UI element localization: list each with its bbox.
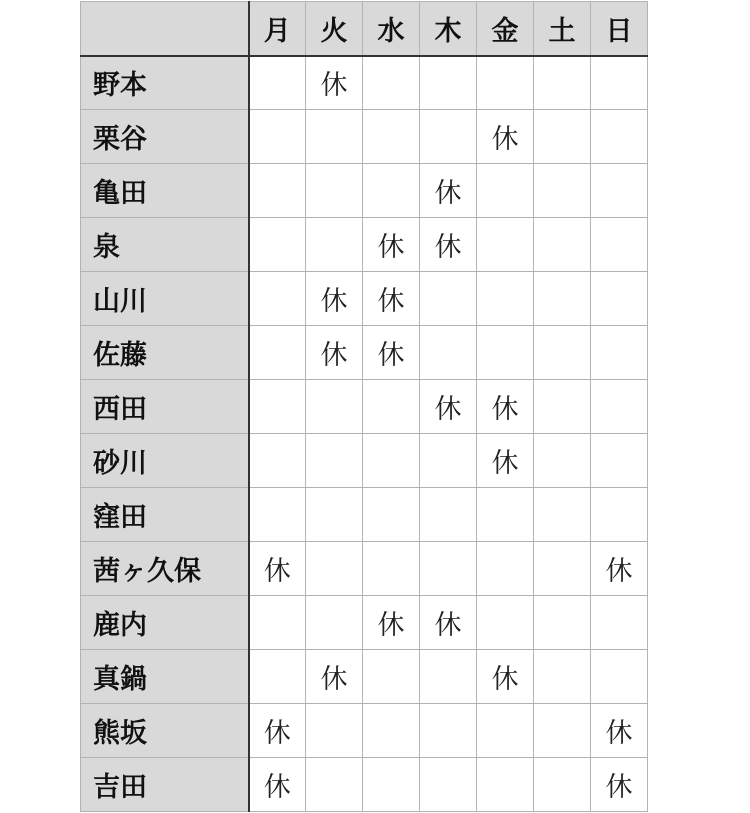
- schedule-cell[interactable]: [534, 218, 591, 272]
- schedule-cell[interactable]: 休: [363, 272, 420, 326]
- schedule-cell[interactable]: [306, 164, 363, 218]
- shift-table-container: [80, 1, 648, 812]
- schedule-cell[interactable]: [363, 164, 420, 218]
- schedule-cell[interactable]: [249, 596, 306, 650]
- schedule-cell[interactable]: [591, 380, 648, 434]
- schedule-cell[interactable]: 休: [477, 650, 534, 704]
- schedule-cell[interactable]: [420, 56, 477, 110]
- schedule-cell[interactable]: 休: [591, 704, 648, 758]
- schedule-cell[interactable]: [249, 434, 306, 488]
- schedule-cell[interactable]: [534, 650, 591, 704]
- schedule-cell[interactable]: [306, 488, 363, 542]
- schedule-cell[interactable]: 休: [477, 110, 534, 164]
- day-header-tue: 火: [306, 2, 363, 56]
- schedule-cell[interactable]: [420, 326, 477, 380]
- schedule-cell[interactable]: [534, 56, 591, 110]
- schedule-cell[interactable]: 休: [306, 326, 363, 380]
- schedule-cell[interactable]: [591, 218, 648, 272]
- schedule-cell[interactable]: 休: [249, 704, 306, 758]
- day-header-sat: 土: [534, 2, 591, 56]
- schedule-cell[interactable]: 休: [420, 164, 477, 218]
- schedule-cell[interactable]: 休: [477, 434, 534, 488]
- schedule-cell[interactable]: [477, 758, 534, 812]
- employee-name-cell[interactable]: 砂川: [81, 434, 249, 488]
- employee-name-cell[interactable]: 真鍋: [81, 650, 249, 704]
- header-row: [81, 2, 648, 56]
- schedule-cell[interactable]: [363, 650, 420, 704]
- schedule-cell[interactable]: 休: [249, 542, 306, 596]
- schedule-cell[interactable]: [306, 704, 363, 758]
- table-row: [81, 272, 648, 326]
- schedule-cell[interactable]: [591, 434, 648, 488]
- schedule-cell[interactable]: [534, 434, 591, 488]
- table-row: [81, 434, 648, 488]
- schedule-cell[interactable]: [363, 434, 420, 488]
- schedule-cell[interactable]: [249, 110, 306, 164]
- employee-name-cell[interactable]: 熊坂: [81, 704, 249, 758]
- employee-name-cell[interactable]: 泉: [81, 218, 249, 272]
- schedule-cell[interactable]: [363, 110, 420, 164]
- table-row: [81, 110, 648, 164]
- schedule-cell[interactable]: 休: [591, 542, 648, 596]
- schedule-cell[interactable]: [534, 596, 591, 650]
- employee-name-cell[interactable]: 窪田: [81, 488, 249, 542]
- schedule-cell[interactable]: [534, 110, 591, 164]
- schedule-cell[interactable]: [591, 110, 648, 164]
- schedule-cell[interactable]: [477, 704, 534, 758]
- day-header-thu: 木: [420, 2, 477, 56]
- schedule-cell[interactable]: [420, 488, 477, 542]
- schedule-cell[interactable]: 休: [420, 596, 477, 650]
- schedule-cell[interactable]: [363, 488, 420, 542]
- schedule-cell[interactable]: [477, 326, 534, 380]
- table-row: [81, 218, 648, 272]
- schedule-cell[interactable]: [420, 110, 477, 164]
- employee-name-cell[interactable]: 野本: [81, 56, 249, 110]
- schedule-cell[interactable]: [477, 272, 534, 326]
- schedule-cell[interactable]: [591, 272, 648, 326]
- schedule-cell[interactable]: [477, 542, 534, 596]
- schedule-cell[interactable]: [534, 488, 591, 542]
- schedule-cell[interactable]: [591, 164, 648, 218]
- day-header-sun: 日: [591, 2, 648, 56]
- schedule-cell[interactable]: [534, 542, 591, 596]
- schedule-cell[interactable]: [306, 380, 363, 434]
- schedule-cell[interactable]: 休: [249, 758, 306, 812]
- employee-name-cell[interactable]: 佐藤: [81, 326, 249, 380]
- employee-name-cell[interactable]: 亀田: [81, 164, 249, 218]
- schedule-cell[interactable]: [534, 380, 591, 434]
- table-row: [81, 56, 648, 110]
- schedule-cell[interactable]: [363, 758, 420, 812]
- schedule-cell[interactable]: [306, 596, 363, 650]
- schedule-cell[interactable]: [363, 542, 420, 596]
- employee-name-cell[interactable]: 鹿内: [81, 596, 249, 650]
- schedule-cell[interactable]: 休: [420, 380, 477, 434]
- table-row: [81, 380, 648, 434]
- schedule-cell[interactable]: [306, 542, 363, 596]
- schedule-cell[interactable]: 休: [363, 596, 420, 650]
- schedule-cell[interactable]: [420, 434, 477, 488]
- schedule-cell[interactable]: [477, 596, 534, 650]
- schedule-cell[interactable]: 休: [477, 380, 534, 434]
- corner-header-cell: [81, 2, 249, 56]
- schedule-cell[interactable]: [420, 272, 477, 326]
- day-header-wed: 水: [363, 2, 420, 56]
- schedule-cell[interactable]: [306, 218, 363, 272]
- employee-name-cell[interactable]: 吉田: [81, 758, 249, 812]
- table-row: [81, 650, 648, 704]
- schedule-cell[interactable]: [534, 164, 591, 218]
- schedule-cell[interactable]: 休: [591, 758, 648, 812]
- schedule-cell[interactable]: [477, 488, 534, 542]
- schedule-cell[interactable]: [249, 56, 306, 110]
- day-header-mon: 月: [249, 2, 306, 56]
- schedule-cell[interactable]: [420, 650, 477, 704]
- schedule-cell[interactable]: 休: [306, 650, 363, 704]
- schedule-cell[interactable]: 休: [363, 218, 420, 272]
- schedule-cell[interactable]: [249, 218, 306, 272]
- schedule-cell[interactable]: [591, 596, 648, 650]
- schedule-cell[interactable]: [477, 218, 534, 272]
- table-row: [81, 326, 648, 380]
- schedule-cell[interactable]: [363, 380, 420, 434]
- schedule-cell[interactable]: 休: [306, 56, 363, 110]
- schedule-cell[interactable]: [477, 56, 534, 110]
- table-row: [81, 596, 648, 650]
- schedule-cell[interactable]: [591, 488, 648, 542]
- schedule-cell[interactable]: [534, 326, 591, 380]
- employee-name-cell[interactable]: 栗谷: [81, 110, 249, 164]
- schedule-cell[interactable]: 休: [363, 326, 420, 380]
- schedule-cell[interactable]: 休: [420, 218, 477, 272]
- schedule-cell[interactable]: [249, 650, 306, 704]
- employee-name-cell[interactable]: 茜ヶ久保: [81, 542, 249, 596]
- schedule-cell[interactable]: [420, 704, 477, 758]
- schedule-cell[interactable]: [249, 326, 306, 380]
- schedule-cell[interactable]: [420, 542, 477, 596]
- schedule-body: [81, 56, 648, 812]
- schedule-cell[interactable]: [363, 56, 420, 110]
- table-row: [81, 758, 648, 812]
- day-off-schedule-table: [80, 1, 648, 812]
- schedule-cell[interactable]: 休: [306, 272, 363, 326]
- schedule-cell[interactable]: [306, 110, 363, 164]
- schedule-cell[interactable]: [477, 164, 534, 218]
- day-header-fri: 金: [477, 2, 534, 56]
- schedule-cell[interactable]: [306, 434, 363, 488]
- employee-name-cell[interactable]: 西田: [81, 380, 249, 434]
- schedule-cell[interactable]: [249, 488, 306, 542]
- table-row: [81, 488, 648, 542]
- schedule-cell[interactable]: [249, 380, 306, 434]
- schedule-cell[interactable]: [591, 326, 648, 380]
- schedule-cell[interactable]: [534, 704, 591, 758]
- schedule-cell[interactable]: [591, 56, 648, 110]
- schedule-cell[interactable]: [306, 758, 363, 812]
- schedule-cell[interactable]: [249, 164, 306, 218]
- schedule-cell[interactable]: [534, 272, 591, 326]
- schedule-cell[interactable]: [420, 758, 477, 812]
- schedule-cell[interactable]: [249, 272, 306, 326]
- table-row: [81, 704, 648, 758]
- schedule-cell[interactable]: [591, 650, 648, 704]
- employee-name-cell[interactable]: 山川: [81, 272, 249, 326]
- schedule-cell[interactable]: [363, 704, 420, 758]
- schedule-cell[interactable]: [534, 758, 591, 812]
- table-row: [81, 542, 648, 596]
- table-row: [81, 164, 648, 218]
